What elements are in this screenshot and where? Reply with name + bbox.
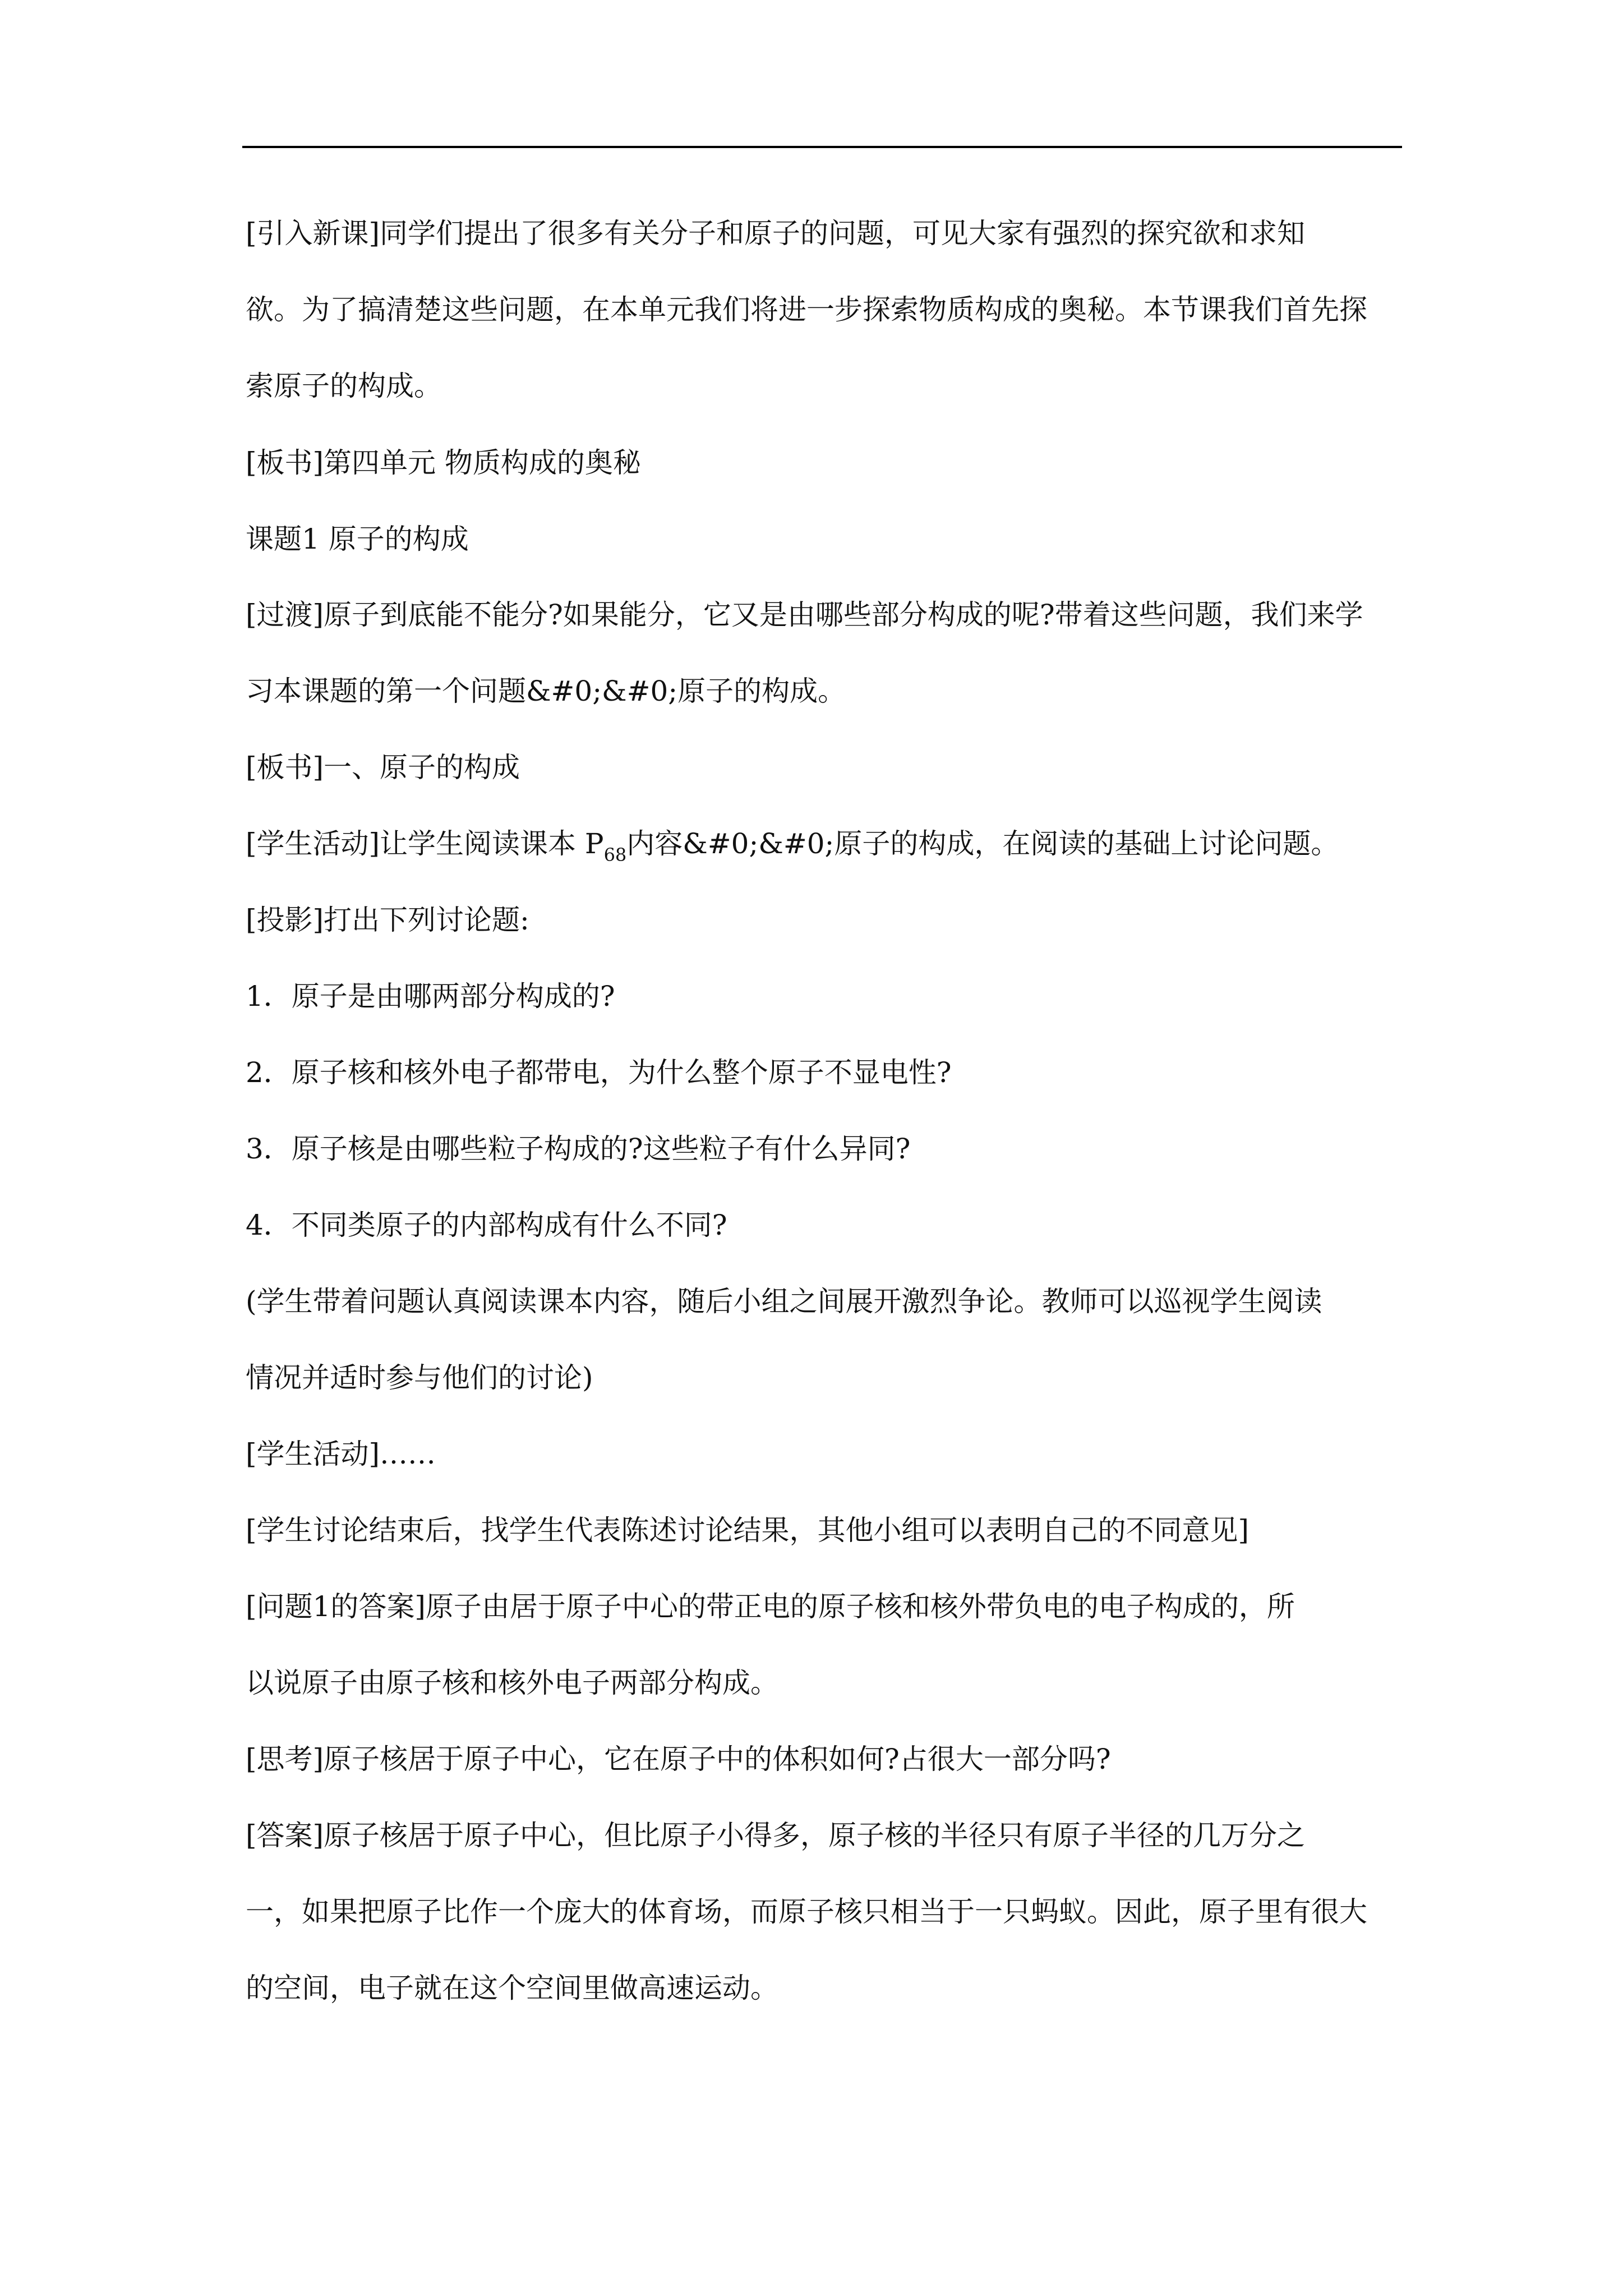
text-line: 欲。为了搞清楚这些问题，在本单元我们将进一步探索物质构成的奥秘。本节课我们首先探: [246, 293, 1367, 326]
text-line: [学生讨论结束后，找学生代表陈述讨论结果，其他小组可以表明自己的不同意见]: [246, 1514, 1249, 1547]
text-line: 1．原子是由哪两部分构成的?: [246, 980, 615, 1013]
text-line: [引入新课]同学们提出了很多有关分子和原子的问题，可见大家有强烈的探究欲和求知: [246, 217, 1306, 250]
page-subscript: 68: [603, 844, 627, 866]
text-line: 的空间，电子就在这个空间里做高速运动。: [246, 1972, 778, 2004]
text-line: 2．原子核和核外电子都带电，为什么整个原子不显电性?: [246, 1056, 952, 1089]
text-line: 情况并适时参与他们的讨论): [246, 1361, 593, 1394]
text-line: 习本课题的第一个问题&#0;&#0;原子的构成。: [246, 675, 846, 707]
text-line: 3．原子核是由哪些粒子构成的?这些粒子有什么异同?: [246, 1133, 911, 1165]
text-line: [答案]原子核居于原子中心，但比原子小得多，原子核的半径只有原子半径的几万分之: [246, 1819, 1306, 1852]
text-line: [问题1的答案]原子由居于原子中心的带正电的原子核和核外带负电的电子构成的，所: [246, 1590, 1295, 1623]
header-rule: [242, 146, 1402, 148]
text-line: 课题1 原子的构成: [246, 523, 469, 555]
text-line: 以说原子由原子核和核外电子两部分构成。: [246, 1667, 778, 1699]
text-line: [板书]第四单元 物质构成的奥秘: [246, 447, 641, 479]
text-line: [板书]一、原子的构成: [246, 751, 520, 784]
activity-text-before: [学生活动]让学生阅读课本 P: [246, 827, 604, 860]
text-line: 4．不同类原子的内部构成有什么不同?: [246, 1209, 727, 1241]
text-line: [思考]原子核居于原子中心，它在原子中的体积如何?占很大一部分吗?: [246, 1743, 1111, 1775]
text-line: 索原子的构成。: [246, 370, 442, 402]
student-activity-line: [246, 827, 1339, 872]
text-line: 一，如果把原子比作一个庞大的体育场，而原子核只相当于一只蚂蚁。因此，原子里有很大: [246, 1895, 1367, 1928]
text-line: [投影]打出下列讨论题:: [246, 904, 529, 936]
text-line: [学生活动]……: [246, 1438, 436, 1470]
activity-text-after: 内容&#0;&#0;原子的构成，在阅读的基础上讨论问题。: [626, 827, 1339, 860]
text-line: [过渡]原子到底能不能分?如果能分，它又是由哪些部分构成的呢?带着这些问题，我们来学: [246, 599, 1363, 631]
text-line: (学生带着问题认真阅读课本内容，随后小组之间展开激烈争论。教师可以巡视学生阅读: [246, 1285, 1322, 1318]
